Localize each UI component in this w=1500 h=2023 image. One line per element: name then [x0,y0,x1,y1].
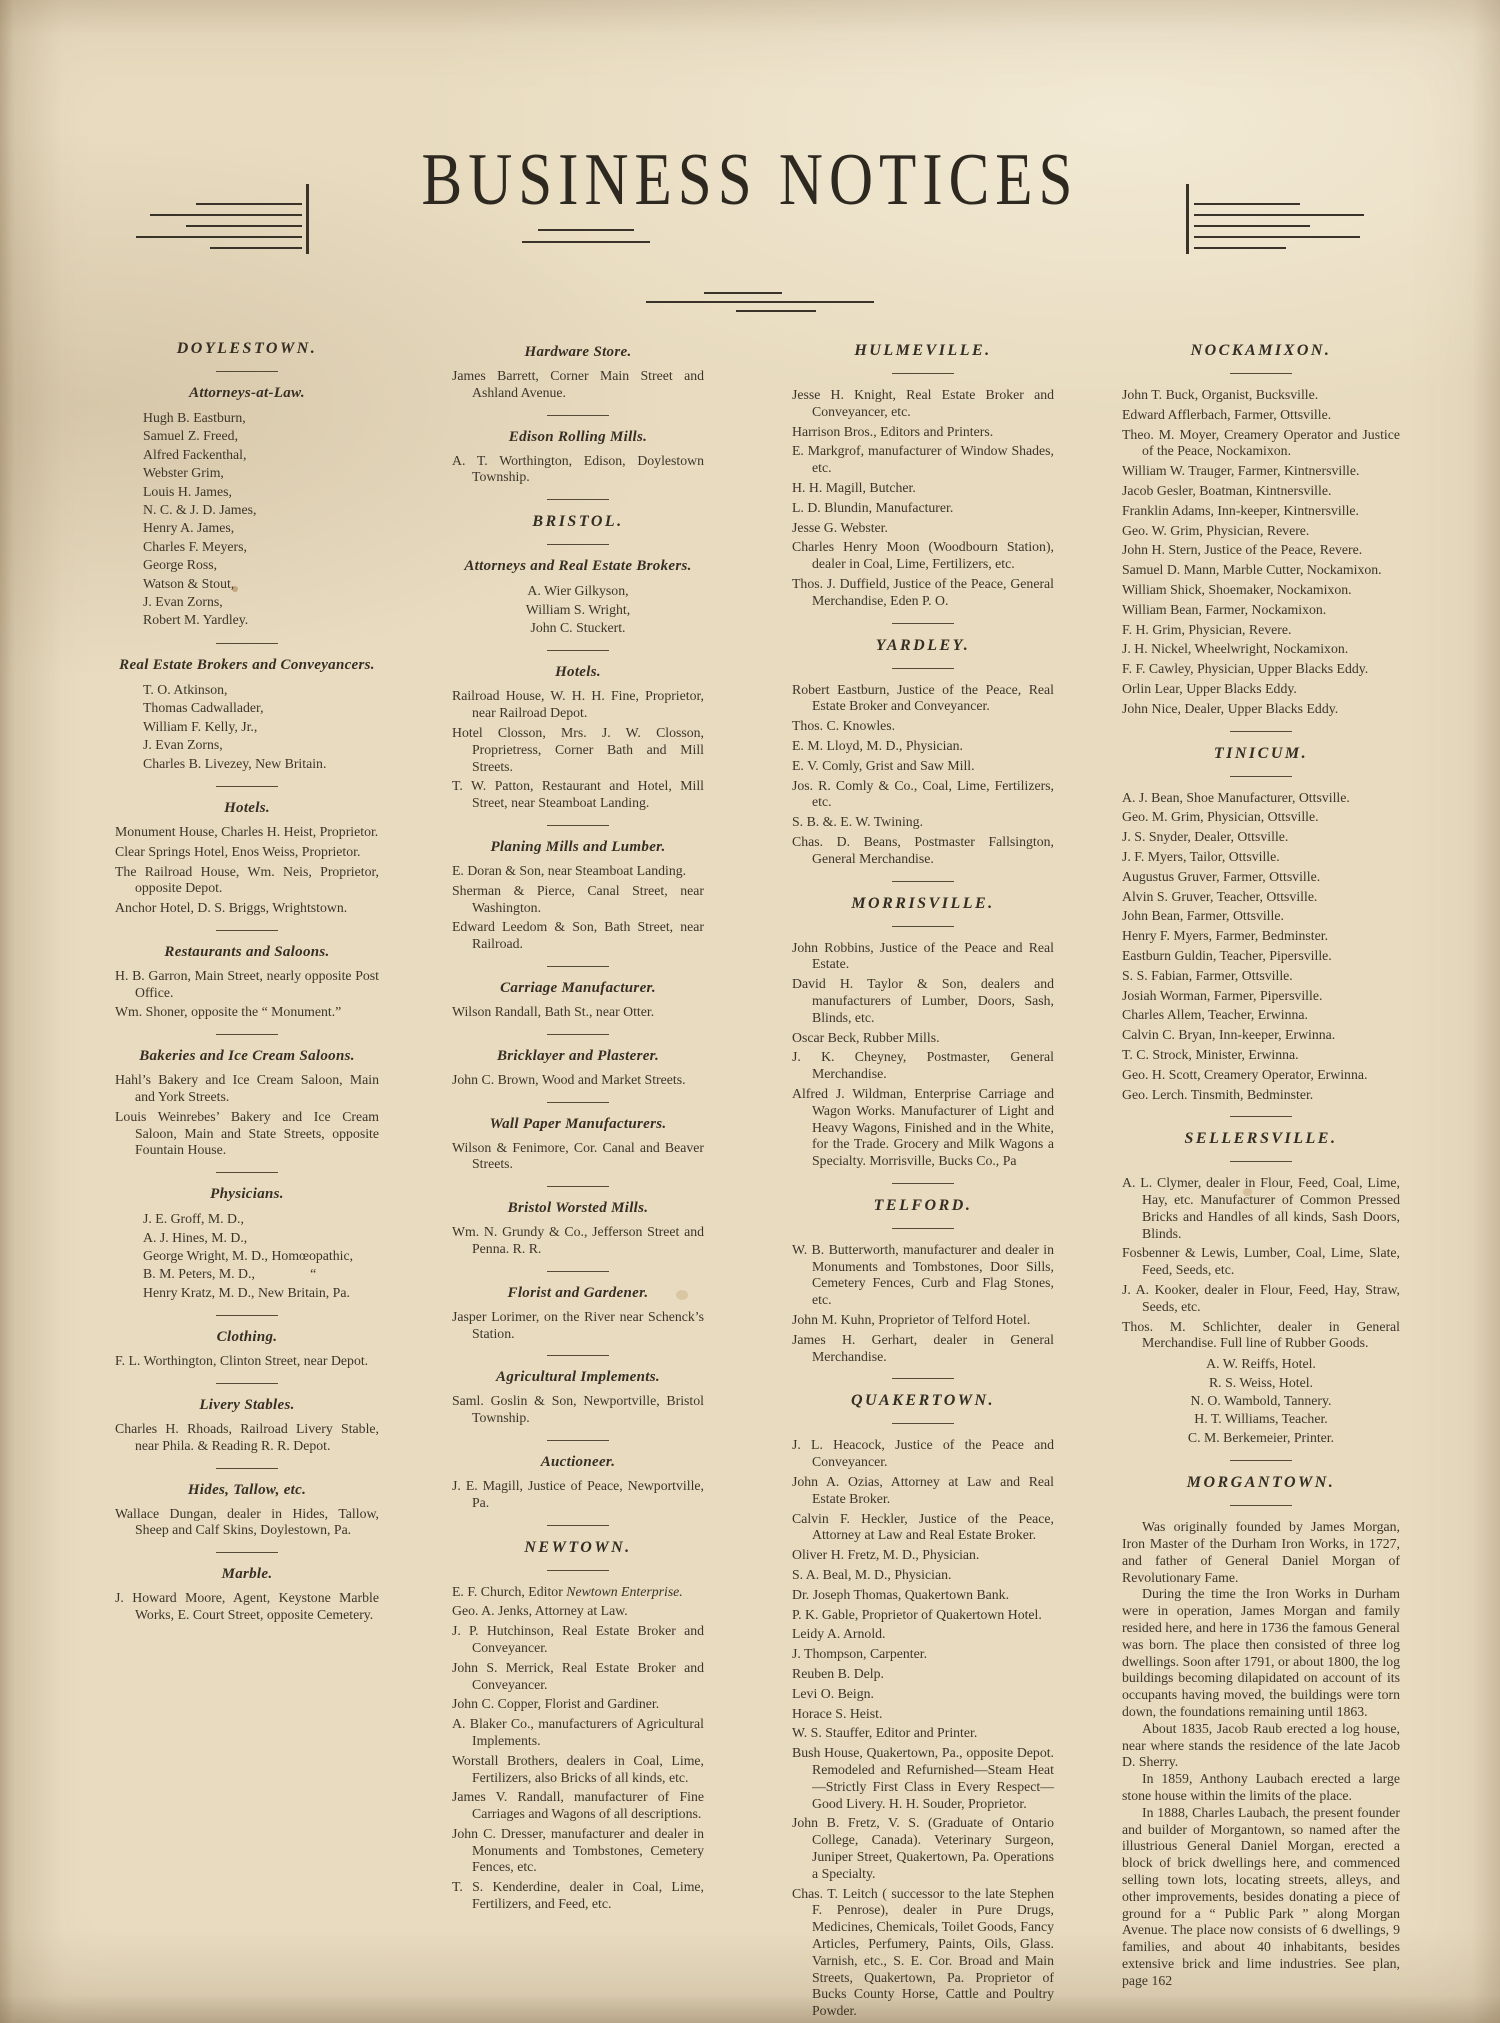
section-divider [216,1315,278,1316]
name-list [115,409,379,630]
list-item: Henry Kratz, M. D., New Britain, Pa. [143,1284,350,1300]
entry: Oliver H. Fretz, M. D., Physician. [792,1547,980,1563]
town-heading: MORRISVILLE. [851,894,995,912]
ornament-line [1194,225,1310,227]
list-item: A. Wier Gilkyson, [527,583,629,599]
section-divider [216,643,278,644]
entry: E. Markgrof, manufacturer of Window Shades, etc. [792,443,1054,476]
entry: Josiah Worman, Farmer, Pipersville. [1122,987,1323,1003]
list-item: Louis H. James, [143,483,232,499]
entry: Charles Allem, Teacher, Erwinna. [1122,1007,1308,1023]
entry: Leidy A. Arnold. [792,1626,886,1642]
section-divider [547,415,609,416]
entry: Wallace Dungan, dealer in Hides, Tallow, Sheep and Calf Skins, Doylestown, Pa. [115,1505,379,1538]
entry: John S. Merrick, Real Estate Broker and Conveyancer. [452,1659,704,1692]
list-item: C. M. Berkemeier, Printer. [1187,1429,1335,1445]
entry: William W. Trauger, Farmer, Kintnersville. [1122,463,1360,479]
section-divider [547,650,609,651]
entry: J. L. Heacock, Justice of the Peace and Conveyancer. [792,1437,1054,1470]
entry: A. L. Clymer, dealer in Flour, Feed, Coal, Lime, Hay, etc. Manufacturer of Common Pressed Bricks and Handles of all kinds, Sash Doors, Blinds. [1122,1175,1400,1241]
entry: Charles H. Rhoads, Railroad Livery Stable, near Phila. & Reading R. R. Depot. [115,1421,379,1453]
entry: John A. Ozias, Attorney at Law and Real Estate Broker. [792,1474,1054,1506]
section-divider [547,1525,609,1526]
entry: Orlin Lear, Upper Blacks Eddy. [1122,680,1297,696]
entry: W. B. Butterworth, manufacturer and dealer in Monuments and Tombstones, Door Sills, Cemetery Fences, Curb and Flag Stones, etc. [792,1241,1054,1308]
ornament-line [522,241,650,243]
ornament-bar-left [306,184,309,254]
page-title: BUSINESS NOTICES [421,139,1079,221]
entry: Jasper Lorimer, on the River near Schenck’s Station. [452,1308,704,1341]
column-2 [452,344,704,1916]
ornament-line [538,229,634,231]
paragraph: Was originally founded by James Morgan, Iron Master of the Durham Iron Works, in 1727, and father of General Daniel Morgan of Revolutionary Fame. [1122,1519,1400,1585]
section-divider [216,1172,278,1173]
entry: Levi O. Beign. [792,1685,874,1701]
entry: J. S. Snyder, Dealer, Ottsville. [1122,829,1289,845]
entry: T. W. Patton, Restaurant and Hotel, Mill Street, near Steamboat Landing. [452,778,704,811]
entry: A. J. Bean, Shoe Manufacturer, Ottsville. [1122,789,1350,805]
entry: A. Blaker Co., manufacturers of Agricultural Implements. [452,1716,704,1748]
section-divider [1230,776,1292,777]
entry: David H. Taylor & Son, dealers and manufacturers of Lumber, Doors, Sash, Blinds, etc. [792,976,1054,1025]
entry: Geo. M. Grim, Physician, Ottsville. [1122,809,1319,825]
category-heading: Marble. [221,1566,273,1583]
paragraph: In 1859, Anthony Laubach erected a large stone house within the limits of the place. [1122,1771,1400,1804]
entry: S. S. Fabian, Farmer, Ottsville. [1122,967,1293,983]
entry: Geo. H. Scott, Creamery Operator, Erwinna. [1122,1066,1368,1082]
category-heading: Livery Stables. [199,1397,295,1414]
section-divider [547,1355,609,1356]
entry: Jesse G. Webster. [792,519,888,535]
ornament-line [196,203,302,205]
entry: H. B. Garron, Main Street, nearly opposite Post Office. [115,967,379,1000]
entry: Sherman & Pierce, Canal Street, near Washington. [452,882,704,915]
entry: Chas. T. Leitch ( successor to the late Stephen F. Penrose), dealer in Pure Drugs, Medicines, Chemicals, Toilet Goods, Fancy Articles, Perfumery, Paints, Oils, Glass. Varnish, etc., S. E. Cor. Broad and Main Streets, Quakertown, Pa. Proprietor of Bucks County Horse, Cattle and Poultry Powder. [792,1885,1054,2019]
entry: Calvin C. Bryan, Inn-keeper, Erwinna. [1122,1027,1336,1043]
entry: Louis Weinrebes’ Bakery and Ice Cream Saloon, Main and State Streets, opposite Fountain House. [115,1108,379,1158]
category-heading: Attorneys and Real Estate Brokers. [464,558,692,575]
entry: John Bean, Farmer, Ottsville. [1122,908,1284,924]
town-heading: NOCKAMIXON. [1190,342,1332,359]
entry: Thos. M. Schlichter, dealer in General Merchandise. Full line of Rubber Goods. [1122,1318,1400,1351]
list-item: Webster Grim, [143,465,224,481]
entry: Reuben B. Delp. [792,1666,884,1682]
town-heading: TELFORD. [873,1196,973,1214]
entry: H. H. Magill, Butcher. [792,479,916,495]
entry: Railroad House, W. H. H. Fine, Proprietor, near Railroad Depot. [452,688,704,721]
category-heading: Hotels. [555,664,601,681]
town-heading: DOYLESTOWN. [176,340,318,357]
entry: Wm. Shoner, opposite the “ Monument.” [115,1004,342,1020]
category-heading: Hides, Tallow, etc. [187,1481,307,1498]
section-divider [216,1034,278,1035]
list-item: R. S. Weiss, Hotel. [1208,1374,1314,1390]
entry: Jesse H. Knight, Real Estate Broker and Conveyancer, etc. [792,387,1054,419]
town-heading: SELLERSVILLE. [1184,1130,1338,1148]
ornament-line [1194,203,1300,205]
entry: William Shick, Shoemaker, Nockamixon. [1122,581,1352,597]
section-divider [547,1186,609,1187]
section-divider [216,1468,278,1469]
entry: Worstall Brothers, dealers in Coal, Lime, Fertilizers, also Bricks of all kinds, etc. [452,1752,704,1785]
column-4 [1122,342,1400,1990]
entry: Harrison Bros., Editors and Printers. [792,423,994,439]
ornament-line [150,214,302,216]
list-item: John C. Stuckert. [530,620,626,635]
name-list [1122,1355,1400,1447]
entry: Hahl’s Bakery and Ice Cream Saloon, Main and York Streets. [115,1072,379,1105]
entry: James H. Gerhart, dealer in General Merchandise. [792,1331,1054,1364]
category-heading: Wall Paper Manufacturers. [489,1115,667,1132]
entry: Clear Springs Hotel, Enos Weiss, Proprietor. [115,843,361,859]
section-divider [892,881,954,882]
column-1 [115,340,379,1627]
category-heading: Hardware Store. [524,344,632,360]
category-heading: Bricklayer and Plasterer. [496,1047,660,1064]
category-heading: Physicians. [210,1186,284,1203]
entry: Samuel D. Mann, Marble Cutter, Nockamixon. [1122,562,1382,578]
entry: John C. Brown, Wood and Market Streets. [452,1071,686,1087]
section-divider [547,1102,609,1103]
ornament-line [1194,236,1360,238]
entry: Chas. D. Beans, Postmaster Fallsington, General Merchandise. [792,833,1054,866]
list-item: Robert M. Yardley. [143,612,249,628]
section-divider [1230,1505,1292,1506]
entry: W. S. Stauffer, Editor and Printer. [792,1725,978,1741]
entry: Oscar Beck, Rubber Mills. [792,1029,940,1045]
entry: Horace S. Heist. [792,1705,883,1721]
list-item: J. Evan Zorns, [143,594,223,610]
section-divider [892,373,954,374]
list-item: Thomas Cadwallader, [143,700,264,716]
ornament-line [186,225,302,227]
entry: Thos. J. Duffield, Justice of the Peace, General Merchandise, Eden P. O. [792,575,1054,608]
town-heading: HULMEVILLE. [854,342,992,359]
column-3 [792,342,1054,2023]
entry: Franklin Adams, Inn-keeper, Kintnersville. [1122,502,1360,518]
category-heading: Edison Rolling Mills. [508,428,648,445]
list-item: N. C. & J. D. James, [143,502,257,518]
ornament-bar-right [1186,184,1189,254]
entry: Geo. Lerch. Tinsmith, Bedminster. [1122,1086,1314,1102]
entry: Theo. M. Moyer, Creamery Operator and Justice of the Peace, Nockamixon. [1122,426,1400,459]
entry: P. K. Gable, Proprietor of Quakertown Hotel. [792,1606,1042,1622]
list-item: Alfred Fackenthal, [143,446,247,462]
entry: J. K. Cheyney, Postmaster, General Merchandise. [792,1049,1054,1082]
entry: John C. Dresser, manufacturer and dealer in Monuments and Tombstones, Cemetery Fences, etc. [452,1825,704,1875]
entry: J. A. Kooker, dealer in Flour, Feed, Hay, Straw, Seeds, etc. [1122,1282,1400,1314]
town-heading: TINICUM. [1213,744,1309,762]
category-heading: Hotels. [224,799,270,816]
entry: J. E. Magill, Justice of Peace, Newportville, Pa. [452,1477,704,1510]
section-divider [1230,1460,1292,1461]
entry: Monument House, Charles H. Heist, Proprietor. [115,823,379,839]
entry: James V. Randall, manufacturer of Fine Carriages and Wagons of all descriptions. [452,1789,704,1822]
town-heading: QUAKERTOWN. [850,1392,996,1410]
section-divider [892,926,954,927]
entry: A. T. Worthington, Edison, Doylestown Township. [452,452,704,485]
ornament-line [1194,247,1286,249]
section-divider [1230,373,1292,374]
name-list [115,1210,379,1302]
entry: J. H. Nickel, Wheelwright, Nockamixon. [1122,641,1349,657]
town-heading: MORGANTOWN. [1186,1474,1336,1492]
section-divider [892,1423,954,1424]
section-divider [547,1271,609,1272]
paragraph: In 1888, Charles Laubach, the present founder and builder of Morgantown, so named after the illustrious General Daniel Morgan, erected a block of brick dwellings here, and commenced selling town lots, locating streets, alleys, and other improvements, besides donating a piece of ground for a “ Public Park ” along Morgan Avenue. The place now consists of 6 dwellings, 9 families, and about 40 inhabitants, besides extensive brick and lime industries. See plan, page 162 [1122,1804,1400,1988]
category-heading: Clothing. [216,1329,278,1346]
list-item: Watson & Stout, [143,575,235,591]
list-item: B. M. Peters, M. D., “ [143,1266,317,1282]
entry: J. Thompson, Carpenter. [792,1646,928,1662]
entry: Dr. Joseph Thomas, Quakertown Bank. [792,1586,1010,1602]
list-item: H. T. Williams, Teacher. [1194,1411,1328,1427]
entry: J. F. Myers, Tailor, Ottsville. [1122,848,1280,864]
section-divider [892,1378,954,1379]
entry: Edward Leedom & Son, Bath Street, near Railroad. [452,919,704,952]
entry: Anchor Hotel, D. S. Briggs, Wrightstown. [115,900,348,916]
entry: Thos. C. Knowles. [792,718,896,734]
section-divider [892,623,954,624]
italic-text: Newtown Enterprise. [566,1583,683,1599]
entry: E. M. Lloyd, M. D., Physician. [792,737,963,753]
town-heading: BRISTOL. [532,513,624,531]
section-divider [1230,1161,1292,1162]
section-divider [216,371,278,372]
entry: Jos. R. Comly & Co., Coal, Lime, Fertilizers, etc. [792,777,1054,810]
entry: Saml. Goslin & Son, Newportville, Bristol Township. [452,1393,704,1426]
ornament-line [646,301,874,303]
entry: Eastburn Guldin, Teacher, Pipersville. [1122,947,1332,963]
entry: E. V. Comly, Grist and Saw Mill. [792,757,975,773]
entry: Geo. A. Jenks, Attorney at Law. [452,1603,628,1619]
entry: Hotel Closson, Mrs. J. W. Closson, Proprietress, Corner Bath and Mill Streets. [452,725,704,774]
entry: John Robbins, Justice of the Peace and Real Estate. [792,939,1054,972]
entry: John T. Buck, Organist, Bucksville. [1122,387,1319,402]
category-heading: Bakeries and Ice Cream Saloons. [139,1048,355,1065]
list-item: William F. Kelly, Jr., [143,718,258,734]
list-item: George Wright, M. D., Homœopathic, [143,1248,354,1264]
section-divider [216,1552,278,1553]
entry: J. P. Hutchinson, Real Estate Broker and Conveyancer. [452,1623,704,1655]
ornament-line [736,310,816,312]
list-item: A. W. Reiffs, Hotel. [1206,1356,1316,1372]
entry: William Bean, Farmer, Nockamixon. [1122,601,1327,617]
section-divider [547,544,609,545]
entry: T. C. Strock, Minister, Erwinna. [1122,1046,1299,1062]
entry: Fosbenner & Lewis, Lumber, Coal, Lime, Slate, Feed, Seeds, etc. [1122,1245,1400,1278]
list-item: J. E. Groff, M. D., [143,1211,244,1227]
category-heading: Agricultural Implements. [496,1369,660,1386]
section-divider [547,1570,609,1571]
ornament-line [704,292,782,294]
masthead [0,138,1500,221]
category-heading: Bristol Worsted Mills. [507,1200,649,1217]
category-heading: Attorneys-at-Law. [189,385,305,401]
entry: John C. Copper, Florist and Gardiner. [452,1696,660,1712]
list-item: Charles F. Meyers, [143,538,247,554]
entry: James Barrett, Corner Main Street and Ashland Avenue. [452,368,704,400]
section-divider [547,966,609,967]
entry: J. Howard Moore, Agent, Keystone Marble Works, E. Court Street, opposite Cemetery. [115,1590,379,1623]
list-item: William S. Wright, [525,601,631,617]
entry: John Nice, Dealer, Upper Blacks Eddy. [1122,700,1339,716]
entry: E. Doran & Son, near Steamboat Landing. [452,862,687,878]
category-heading: Planing Mills and Lumber. [490,838,666,855]
category-heading: Restaurants and Saloons. [164,943,330,960]
entry: Wm. N. Grundy & Co., Jefferson Street and Penna. R. R. [452,1224,704,1256]
list-item: N. O. Wambold, Tannery. [1190,1393,1332,1409]
list-item: Henry A. James, [143,520,235,536]
ornament-line [136,236,302,238]
entry: Augustus Gruver, Farmer, Ottsville. [1122,868,1321,884]
ornament-line [1194,214,1364,216]
entry: Wilson Randall, Bath St., near Otter. [452,1003,655,1019]
section-divider [547,825,609,826]
list-item: Samuel Z. Freed, [143,428,239,444]
entry: F. F. Cawley, Physician, Upper Blacks Eddy. [1122,661,1369,677]
name-list [452,582,704,637]
category-heading: Florist and Gardener. [507,1284,649,1301]
category-heading: Real Estate Brokers and Conveyancers. [119,656,375,673]
entry: Alvin S. Gruver, Teacher, Ottsville. [1122,888,1318,904]
entry: Alfred J. Wildman, Enterprise Carriage and Wagon Works. Manufacturer of Light and Heavy Wagons, Finished and in the White, for the Trade. Grocery and Milk Wagons a Specialty. Morrisville, Bucks Co., Pa [792,1085,1054,1169]
entry: S. A. Beal, M. D., Physician. [792,1567,952,1583]
paragraph: During the time the Iron Works in Durham were in operation, James Morgan and family resided here, and here in 1736 the famous General was born. The place then consisted of three log dwellings. Soon after 1791, or about 1800, the log buildings becoming dilapidated on account of its occupants having moved, the buildings were torn down, the foundations remaining until 1863. [1122,1586,1400,1720]
entry: John B. Fretz, V. S. (Graduate of Ontario College, Canada). Veterinary Surgeon, Juniper Street, Quakertown, Pa. Operations a Specialty. [792,1815,1054,1881]
entry: Edward Afflerbach, Farmer, Ottsville. [1122,406,1332,422]
section-divider [892,1183,954,1184]
entry: Charles Henry Moon (Woodbourn Station), dealer in Coal, Lime, Fertilizers, etc. [792,539,1054,572]
entry: Wilson & Fenimore, Cor. Canal and Beaver Streets. [452,1139,704,1172]
entry: Bush House, Quakertown, Pa., opposite Depot. Remodeled and Refurnished—Steam Heat—Strictly First Class in Every Respect—Good Livery. H. H. Souder, Proprietor. [792,1745,1054,1811]
list-item: T. O. Atkinson, [143,681,228,697]
entry: John H. Stern, Justice of the Peace, Revere. [1122,542,1363,558]
section-divider [892,668,954,669]
section-divider [547,1034,609,1035]
section-divider [1230,731,1292,732]
entry: T. S. Kenderdine, dealer in Coal, Lime, Fertilizers, and Feed, etc. [452,1879,704,1912]
entry: Jacob Gesler, Boatman, Kintnersville. [1122,482,1332,498]
list-item: George Ross, [143,557,218,573]
section-divider [1230,1116,1292,1117]
section-divider [216,786,278,787]
section-divider [216,1383,278,1384]
town-heading: NEWTOWN. [524,1538,632,1556]
entry: Robert Eastburn, Justice of the Peace, Real Estate Broker and Conveyancer. [792,681,1054,714]
name-list [115,681,379,773]
category-heading: Auctioneer. [540,1453,616,1470]
section-divider [547,1440,609,1441]
section-divider [216,930,278,931]
ornament-line [210,247,302,249]
entry: F. H. Grim, Physician, Revere. [1122,621,1292,637]
entry: Calvin F. Heckler, Justice of the Peace, Attorney at Law and Real Estate Broker. [792,1510,1054,1543]
category-heading: Carriage Manufacturer. [500,979,656,996]
entry: Henry F. Myers, Farmer, Bedminster. [1122,928,1329,944]
list-item: J. Evan Zorns, [143,737,223,753]
entry: John M. Kuhn, Proprietor of Telford Hotel. [792,1312,1031,1328]
entry: The Railroad House, Wm. Neis, Proprietor, opposite Depot. [115,863,379,896]
list-item: Hugh B. Eastburn, [143,410,246,425]
entry: E. F. Church, Editor Newtown Enterprise. [452,1583,683,1599]
town-heading: YARDLEY. [875,636,971,654]
section-divider [892,1228,954,1229]
entry: S. B. &. E. W. Twining. [792,814,924,830]
list-item: Charles B. Livezey, New Britain. [143,755,327,771]
list-item: A. J. Hines, M. D., [143,1229,248,1245]
section-divider [547,499,609,500]
entry: Geo. W. Grim, Physician, Revere. [1122,522,1310,538]
entry: F. L. Worthington, Clinton Street, near Depot. [115,1353,369,1369]
paragraph: About 1835, Jacob Raub erected a log house, near where stands the residence of the late Jacob D. Sherry. [1122,1720,1400,1770]
entry: L. D. Blundin, Manufacturer. [792,499,954,515]
